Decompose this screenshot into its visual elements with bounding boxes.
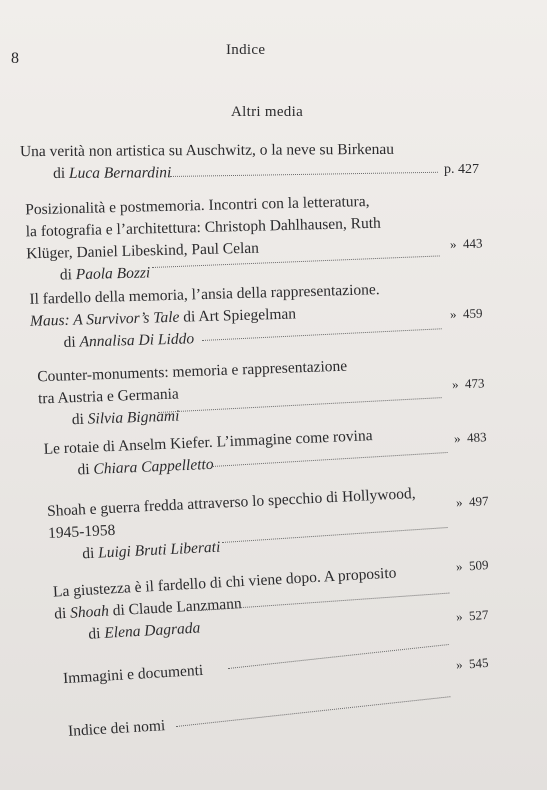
entry-work-title: Shoah (69, 602, 110, 622)
page-ref (450, 305, 483, 322)
ditto-mark: » (455, 494, 463, 510)
page-ref-number: 443 (462, 235, 483, 252)
entry-title-line: Klüger, Daniel Libeskind, Paul Celan (26, 239, 260, 263)
toc-entry (52, 562, 399, 647)
entry-title-line: 1945-1958 (47, 521, 116, 543)
entry-title-line: tra Austria e Germania (37, 385, 180, 408)
entry-author: Chiara Cappelletto (93, 455, 214, 478)
page-ref-number: 459 (462, 305, 483, 322)
ditto-mark: » (449, 306, 457, 322)
page-ref (455, 655, 489, 673)
toc-entry (20, 139, 394, 185)
page-ref (455, 607, 489, 625)
page-ref-number: 497 (468, 493, 489, 510)
entry-title-line: Le rotaie di Anselm Kiefer. L’immagine come rovina (43, 427, 373, 458)
ditto-mark: » (455, 558, 463, 574)
running-head: Indice (226, 42, 266, 58)
page-ref-number: 527 (468, 606, 489, 624)
page-ref-number: 473 (464, 375, 485, 392)
page-ref (454, 429, 487, 447)
toc-entry (37, 356, 349, 433)
entry-author: Elena Dagrada (103, 619, 201, 642)
entry-by: di (81, 544, 95, 563)
ditto-mark: » (453, 430, 461, 446)
entry-work-title: Maus: A Survivor’s Tale (29, 308, 180, 330)
entry-title-line: Posizionalità e postmemoria. Incontri con la letteratura, (25, 192, 370, 219)
entry-by: di (63, 333, 76, 351)
toc-entry (62, 660, 203, 690)
section-title: Altri media (231, 104, 304, 120)
entry-title-line: Shoah e guerra fredda attraverso lo specchio di Hollywood, (46, 485, 416, 521)
page-ref-number: 483 (466, 429, 487, 446)
ditto-mark: » (455, 608, 464, 625)
entry-by: di (53, 164, 66, 182)
ditto-mark: » (451, 376, 459, 392)
page-ref (450, 235, 483, 252)
entry-author: Paola Bozzi (75, 264, 151, 284)
entry-title-line: Indice dei nomi (67, 717, 166, 740)
entry-by: di (87, 625, 101, 643)
page-ref (452, 375, 485, 392)
entry-title-line: Immagini e documenti (62, 661, 204, 688)
entry-title-prefix: di (53, 604, 71, 623)
entry-by: di (77, 461, 90, 479)
page-ref-number: 509 (468, 557, 489, 574)
entry-title-line: la fotografia e l’architettura: Christoph Dahlhausen, Ruth (25, 214, 381, 241)
toc-entry (47, 483, 419, 567)
ditto-mark: » (449, 236, 457, 252)
entry-title-line: La giustezza è il fardello di chi viene dopo. A proposito (52, 564, 397, 601)
page-ref-number: 545 (468, 654, 489, 672)
entry-title-line: Counter-monuments: memoria e rappresentazione (37, 357, 348, 386)
page-ref (456, 557, 489, 575)
entry-author: Annalisa Di Liddo (79, 330, 195, 351)
toc-entry (25, 191, 382, 288)
entry-author: Luigi Bruti Liberati (97, 538, 221, 562)
page-ref-number: 427 (458, 162, 479, 177)
entry-title-rest: di Art Spiegelman (179, 305, 297, 326)
entry-by: di (71, 410, 85, 429)
dot-leader (228, 644, 449, 669)
page-ref (444, 162, 479, 178)
entry-author: Silvia Bignami (87, 407, 180, 428)
entry-title-line: Una verità non artistica su Auschwitz, o la neve su Birkenau (19, 140, 395, 161)
entry-by: di (59, 266, 73, 284)
page-number: 8 (11, 50, 19, 67)
entry-title-line: Il fardello della memoria, l’ansia della rappresentazione. (29, 281, 380, 308)
toc-entry (67, 715, 165, 743)
dot-leader (176, 696, 450, 727)
entry-author: Luca Bernardini (68, 164, 172, 182)
page-ref (456, 493, 489, 511)
entry-title-rest: di Claude Lanzmann (108, 595, 243, 620)
page-prefix: p. (444, 162, 455, 177)
toc-entry (43, 425, 374, 483)
toc-entry (29, 279, 381, 355)
ditto-mark: » (455, 656, 464, 673)
